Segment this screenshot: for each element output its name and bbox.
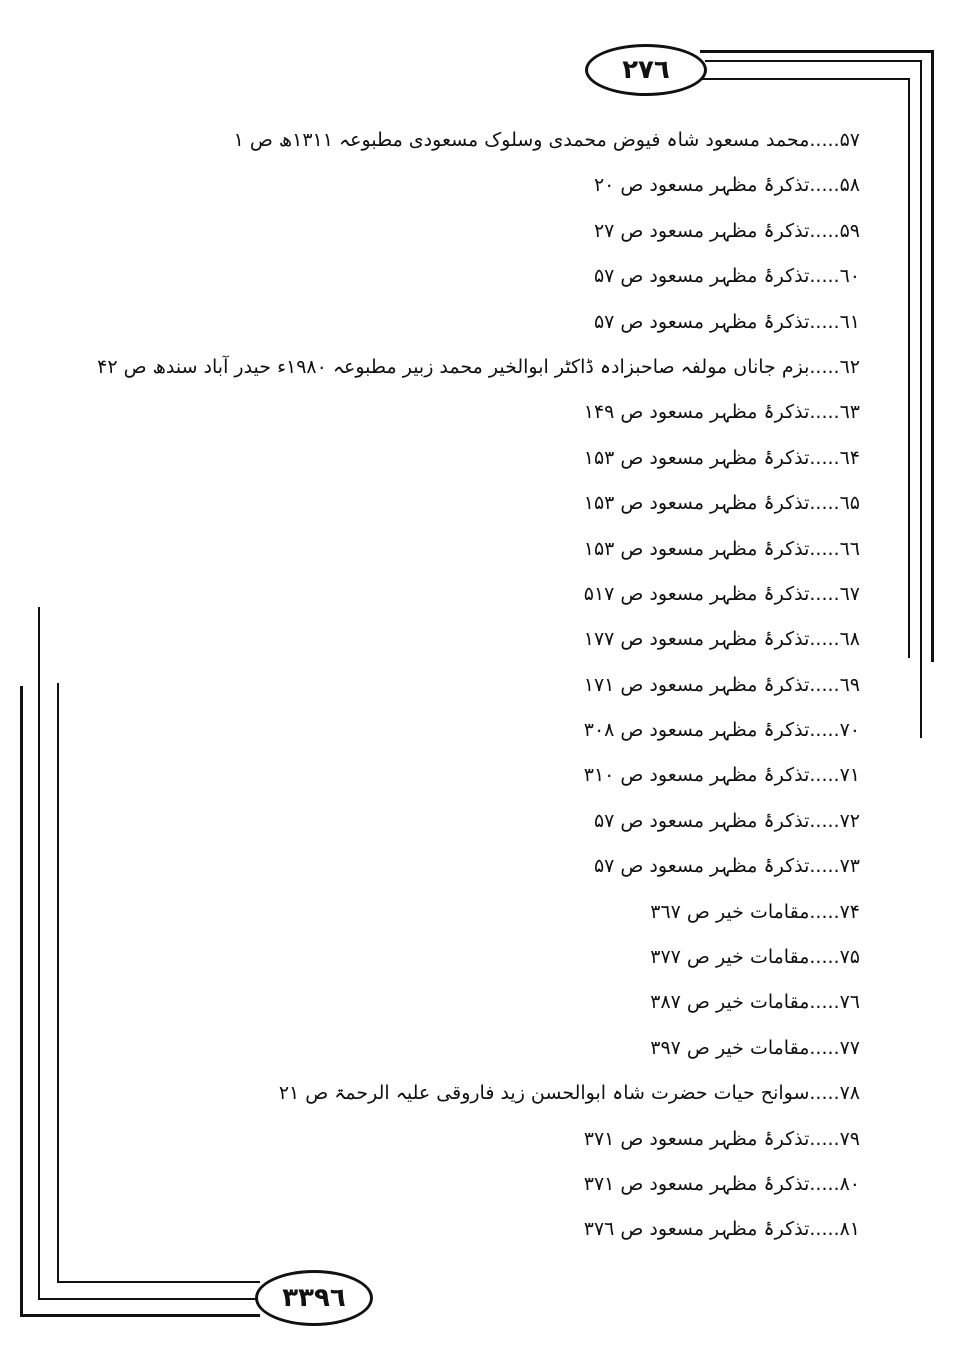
reference-entry: ٦٩.....تذکرۂ مظہر مسعود ص ١٧١ [583, 673, 860, 696]
reference-entry: ٨١.....تذکرۂ مظہر مسعود ص ٣٧٦ [583, 1218, 860, 1241]
reference-entry: ٧٠.....تذکرۂ مظہر مسعود ص ٣٠٨ [583, 719, 860, 742]
reference-entry: ٦٢.....بزم جاناں مولفہ صاحبزادہ ڈاکٹر ابوالخیر محمد زبیر مطبوعہ ١٩٨٠ء حیدر آباد سندھ ص ۴٢ [97, 355, 860, 378]
reference-entry: ٦۵.....تذکرۂ مظہر مسعود ص ١۵٣ [583, 492, 860, 515]
frame-right-line-2 [920, 60, 922, 738]
frame-bottom-line-3 [57, 1281, 260, 1283]
frame-left-line-3 [57, 683, 59, 1282]
reference-entry: ۵٧.....محمد مسعود شاہ فیوض محمدی وسلوک مسعودی مطبوعہ ١٣١١ھ ص ١ [233, 129, 860, 151]
frame-top-line-2 [705, 60, 922, 62]
reference-entry: ٧۴.....مقامات خیر ص ٣٦٧ [650, 900, 860, 923]
reference-entry: ٦٧.....تذکرۂ مظہر مسعود ص ۵١٧ [583, 582, 860, 605]
frame-bottom-line-1 [20, 1314, 260, 1317]
reference-entry: ٧۵.....مقامات خیر ص ٣٧٧ [650, 946, 860, 969]
reference-entry: ٧١.....تذکرۂ مظہر مسعود ص ٣١٠ [583, 764, 860, 787]
top-page-number: ٢٧٦ [585, 44, 707, 96]
frame-top-line-3 [700, 78, 910, 80]
reference-entry: ٦۴.....تذکرۂ مظہر مسعود ص ١۵٣ [583, 446, 860, 469]
frame-top-line-1 [700, 50, 934, 53]
reference-entry: ٧٩.....تذکرۂ مظہر مسعود ص ٣٧١ [583, 1127, 860, 1150]
reference-entry: ٧٨.....سوانح حیات حضرت شاہ ابوالحسن زید فاروقی علیہ الرحمۃ ص ٢١ [278, 1082, 860, 1105]
reference-entry: ٦١.....تذکرۂ مظہر مسعود ص ۵٧ [593, 310, 860, 333]
reference-list [97, 118, 860, 1253]
frame-left-line-2 [38, 607, 40, 1300]
reference-entry: ٦٦.....تذکرۂ مظہر مسعود ص ١۵٣ [583, 537, 860, 560]
reference-entry: ۵٨.....تذکرۂ مظہر مسعود ص ٢٠ [593, 174, 860, 197]
reference-entry: ٦٠.....تذکرۂ مظہر مسعود ص ۵٧ [593, 265, 860, 288]
frame-right-line-3 [908, 78, 910, 658]
reference-entry: ۵٩.....تذکرۂ مظہر مسعود ص ٢٧ [593, 219, 860, 242]
reference-entry: ٦٣.....تذکرۂ مظہر مسعود ص ١۴٩ [583, 401, 860, 424]
reference-entry: ٧٦.....مقامات خیر ص ٣٨٧ [650, 991, 860, 1014]
frame-bottom-line-2 [38, 1298, 260, 1300]
frame-left-line-1 [20, 686, 23, 1316]
reference-entry: ٧٣.....تذکرۂ مظہر مسعود ص ۵٧ [593, 855, 860, 878]
frame-right-line-1 [931, 50, 934, 662]
bottom-page-number: ٣٣٩٦ [255, 1270, 373, 1326]
reference-entry: ٨٠.....تذکرۂ مظہر مسعود ص ٣٧١ [583, 1172, 860, 1195]
reference-entry: ٦٨.....تذکرۂ مظہر مسعود ص ١٧٧ [583, 628, 860, 651]
reference-entry: ٧٧.....مقامات خیر ص ٣٩٧ [650, 1036, 860, 1059]
reference-entry: ٧٢.....تذکرۂ مظہر مسعود ص ۵٧ [593, 809, 860, 832]
